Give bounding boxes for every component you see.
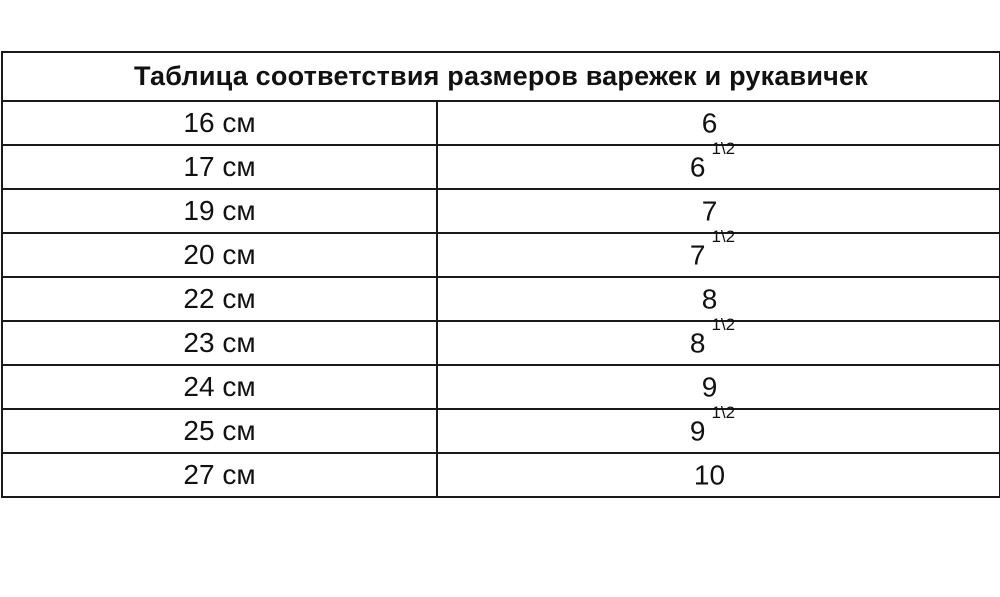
table-title: Таблица соответствия размеров варежек и рукавичек xyxy=(2,52,1000,101)
glove-size-value: 6 xyxy=(701,107,718,139)
glove-size-cell xyxy=(437,226,1000,277)
glove-size-cell xyxy=(437,453,1000,497)
glove-size-fraction: 1\2 xyxy=(711,138,736,158)
glove-size-value: 7 xyxy=(701,195,718,227)
table-row xyxy=(2,365,1000,409)
table-row xyxy=(2,189,1000,233)
glove-size-value: 8 xyxy=(689,327,706,359)
hand-length-cell: 16 см xyxy=(2,101,437,145)
table-row xyxy=(2,101,1000,145)
glove-size-fraction: 1\2 xyxy=(711,226,736,246)
glove-size-cell xyxy=(437,402,1000,453)
glove-size-fraction: 1\2 xyxy=(711,402,736,422)
glove-size-value: 6 xyxy=(689,151,706,183)
hand-length-cell: 25 см xyxy=(2,409,437,453)
table-row xyxy=(2,233,1000,277)
glove-size-value: 7 xyxy=(689,239,706,271)
hand-length-cell: 27 см xyxy=(2,453,437,497)
table-header-row xyxy=(2,52,1000,101)
table-row xyxy=(2,409,1000,453)
glove-size-cell xyxy=(437,138,1000,189)
table-row xyxy=(2,453,1000,497)
glove-size-fraction: 1\2 xyxy=(711,314,736,334)
table-row xyxy=(2,145,1000,189)
hand-length-cell: 20 см xyxy=(2,233,437,277)
glove-size-value: 9 xyxy=(689,415,706,447)
hand-length-cell: 19 см xyxy=(2,189,437,233)
glove-size-value: 10 xyxy=(693,459,726,491)
hand-length-cell: 17 см xyxy=(2,145,437,189)
glove-size-value: 8 xyxy=(701,283,718,315)
glove-size-cell xyxy=(437,314,1000,365)
hand-length-cell: 24 см xyxy=(2,365,437,409)
hand-length-cell: 22 см xyxy=(2,277,437,321)
hand-length-cell: 23 см xyxy=(2,321,437,365)
glove-size-value: 9 xyxy=(701,371,718,403)
size-table xyxy=(1,51,1000,498)
table-row xyxy=(2,321,1000,365)
table-row xyxy=(2,277,1000,321)
